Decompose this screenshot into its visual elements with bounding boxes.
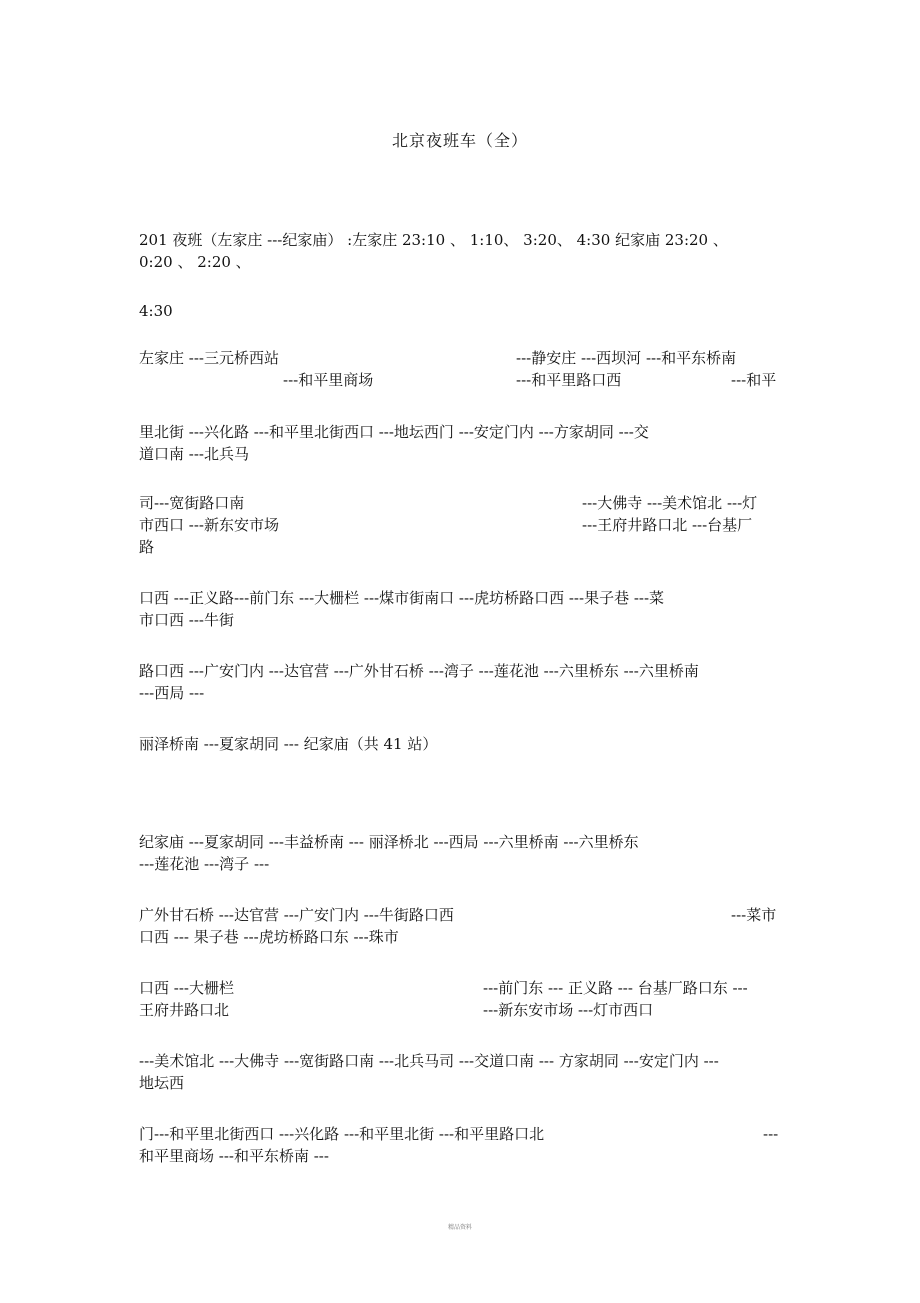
- text-line: 里北街 ---兴化路 ---和平里北街西口 ---地坛西门 ---安定门内 ---方家胡同 ---交: [139, 423, 649, 441]
- text-line: 路: [139, 538, 155, 556]
- text-line: 道口南 ---北兵马: [139, 445, 249, 463]
- outbound-paragraph-6: [139, 733, 789, 755]
- route-times-line-3: 4:30: [139, 302, 173, 320]
- text-line: [139, 1123, 789, 1145]
- text-line: ---西局 ---: [139, 684, 205, 702]
- stops-segment: ---新东安市场 ---灯市西口: [483, 1001, 654, 1019]
- text-line: [139, 999, 789, 1021]
- text-line: ---美术馆北 ---大佛寺 ---宽街路口南 ---北兵马司 ---交道口南 --- 方家胡同 ---安定门内 ---: [139, 1052, 719, 1070]
- inbound-paragraph-1: [139, 831, 789, 875]
- stops-segment: 门---和平里北街西口 ---兴化路 ---和平里北街 ---和平里路口北: [139, 1125, 545, 1143]
- text-line: [139, 514, 789, 536]
- text-line: 口西 ---正义路---前门东 ---大栅栏 ---煤市街南口 ---虎坊桥路口西 ---果子巷 ---菜: [139, 589, 665, 607]
- stops-segment: 广外甘石桥 ---达官营 ---广安门内 ---牛街路口西: [139, 906, 454, 924]
- text-line: ---莲花池 ---湾子 ---: [139, 855, 270, 873]
- outbound-paragraph-2: [139, 421, 789, 465]
- text-line: [139, 347, 789, 369]
- route-info: [139, 229, 789, 273]
- stops-segment: ---静安庄 ---西坝河 ---和平东桥南: [516, 349, 737, 367]
- text-line: 纪家庙 ---夏家胡同 ---丰益桥南 --- 丽泽桥北 ---西局 ---六里桥南 ---六里桥东: [139, 833, 639, 851]
- inbound-paragraph-3: [139, 977, 789, 1021]
- outbound-paragraph-5: [139, 660, 789, 704]
- route-times-line-1: 201 夜班（左家庄 ---纪家庙） :左家庄 23:10 、 1:10、 3:20、 4:30 纪家庙 23:20 、: [139, 231, 728, 249]
- stops-segment: 王府井路口北: [139, 1001, 230, 1019]
- outbound-paragraph-3: [139, 492, 789, 558]
- page-title: 北京夜班车（全）: [391, 131, 528, 150]
- outbound-paragraph-1: [139, 347, 789, 391]
- stops-segment: ---和平里商场: [283, 371, 374, 389]
- text-line: [139, 904, 789, 926]
- stops-segment: 市西口 ---新东安市场: [139, 516, 279, 534]
- outbound-paragraph-4: [139, 587, 789, 631]
- text-line: 市口西 ---牛街: [139, 611, 234, 629]
- footer-watermark: 精品资料: [447, 1224, 472, 1231]
- stops-segment: ---和平: [731, 371, 777, 389]
- text-line: [139, 492, 789, 514]
- inbound-paragraph-4: [139, 1050, 789, 1094]
- text-line: 路口西 ---广安门内 ---达官营 ---广外甘石桥 ---湾子 ---莲花池 ---六里桥东 ---六里桥南: [139, 662, 699, 680]
- text-line: 地坛西: [139, 1074, 185, 1092]
- stops-segment: ---大佛寺 ---美术馆北 ---灯: [582, 494, 758, 512]
- stops-segment: 司---宽街路口南: [139, 494, 245, 512]
- inbound-paragraph-5: [139, 1123, 789, 1167]
- stops-segment: 口西 ---大栅栏: [139, 979, 234, 997]
- text-line: [139, 369, 789, 391]
- route-times-line-3-block: [139, 300, 789, 322]
- inbound-paragraph-2: [139, 904, 789, 948]
- route-times-line-2: 0:20 、 2:20 、: [139, 253, 251, 271]
- text-line: 丽泽桥南 ---夏家胡同 --- 纪家庙（共 41 站）: [139, 735, 438, 753]
- text-line: 和平里商场 ---和平东桥南 ---: [139, 1147, 329, 1165]
- stops-segment: ---和平里路口西: [516, 371, 622, 389]
- stops-segment: ---前门东 --- 正义路 --- 台基厂路口东 ---: [483, 979, 748, 997]
- text-line: [139, 977, 789, 999]
- stops-segment: ---: [763, 1125, 779, 1143]
- stops-segment: 左家庄 ---三元桥西站: [139, 349, 279, 367]
- text-line: 口西 --- 果子巷 ---虎坊桥路口东 ---珠市: [139, 928, 399, 946]
- stops-segment: ---菜市: [731, 906, 777, 924]
- stops-segment: ---王府井路口北 ---台基厂: [582, 516, 753, 534]
